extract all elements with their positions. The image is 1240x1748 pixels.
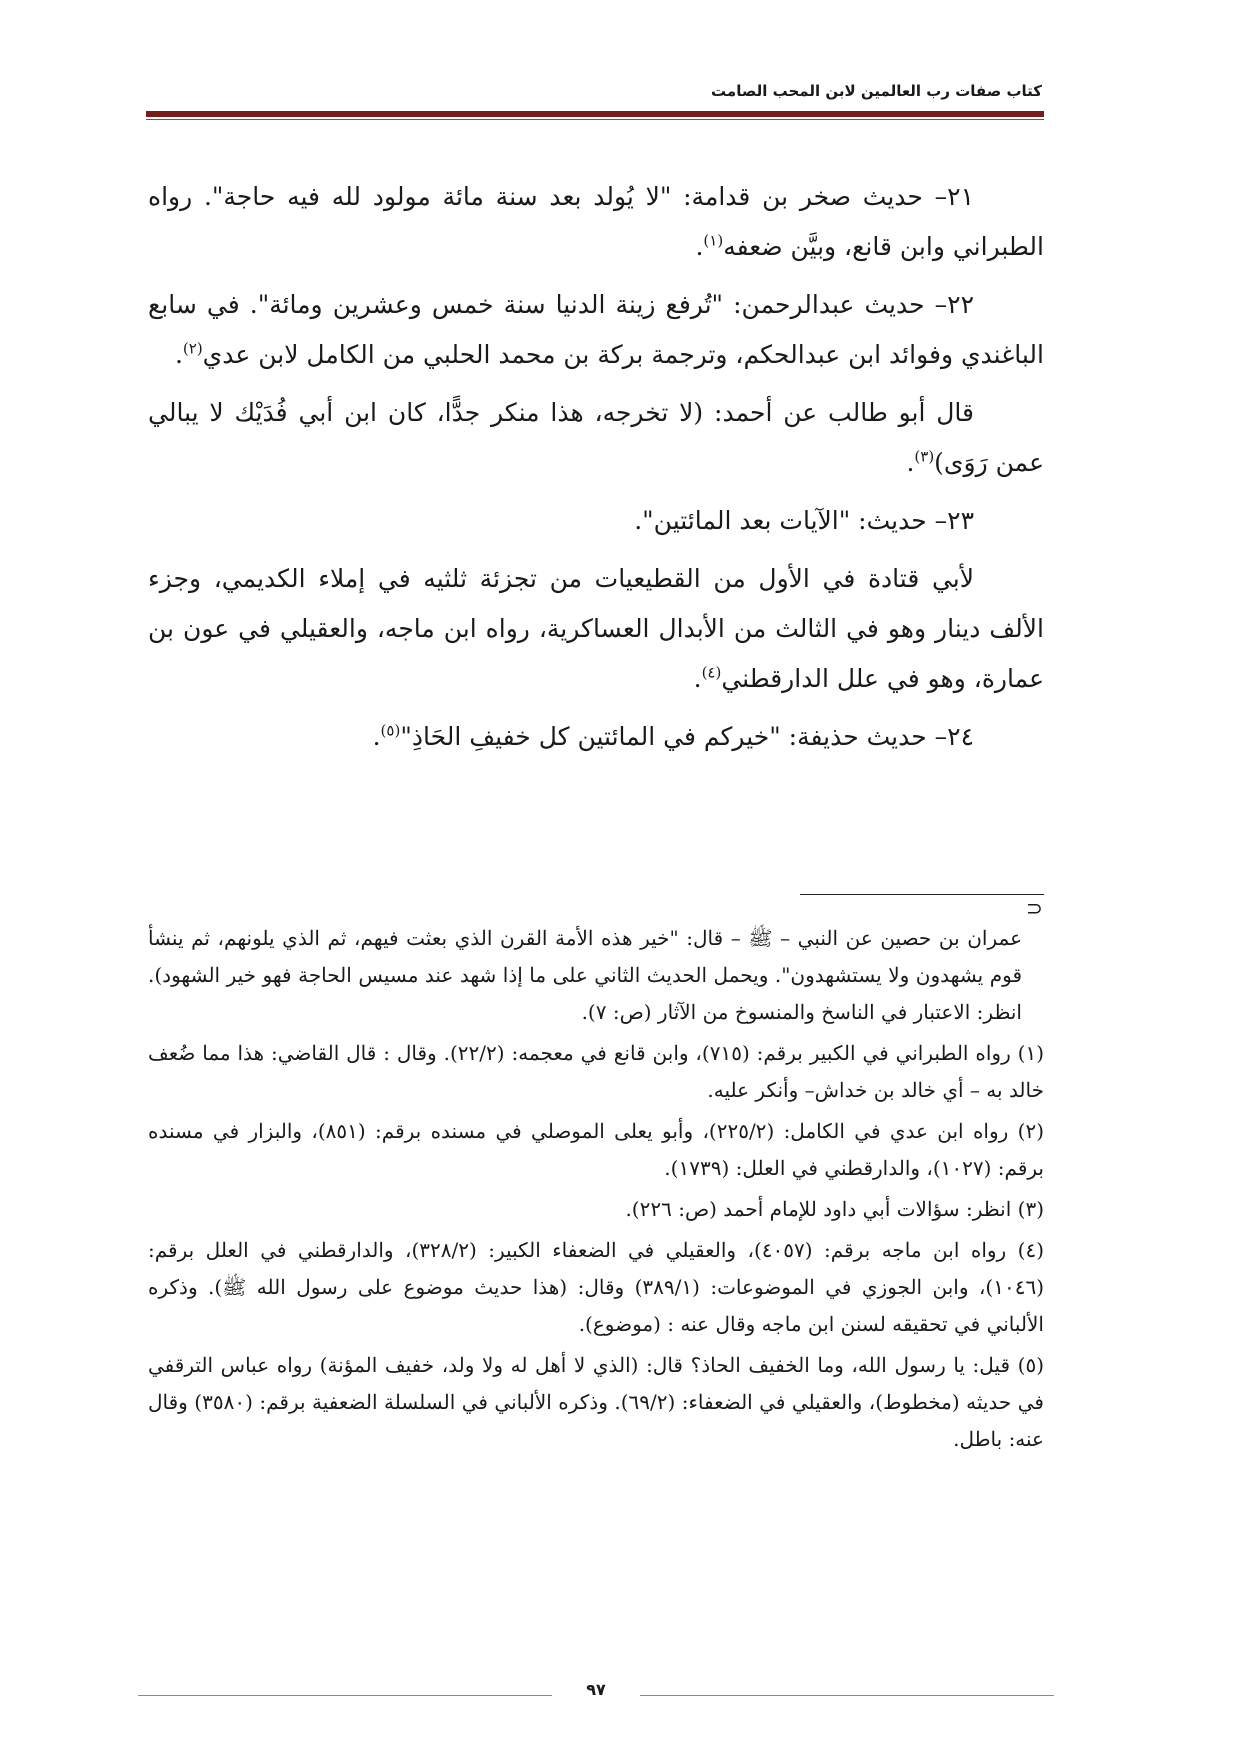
paragraph-end: . bbox=[695, 232, 704, 261]
paragraph-hadith-21 bbox=[148, 172, 1044, 272]
footer-rule-right bbox=[640, 1695, 1054, 1696]
footer-rule-left bbox=[138, 1695, 552, 1696]
footnote-separator bbox=[800, 894, 1044, 895]
main-text bbox=[148, 172, 1044, 770]
footnote-5: (٥) قيل: يا رسول الله، وما الخفيف الحاذ؟ قال: (الذي لا أهل له ولا ولد، خفيف المؤنة) رواه عباس الترقفي في حديثه (مخطوط)، والعقيلي في الضعفاء: (٦٩/٢). وذكره الألباني في السلسلة الضعفية برقم: (٣٥٨٠) وقال عنه: باطل. bbox=[148, 1353, 1044, 1451]
footnote-3: (٣) انظر: سؤالات أبي داود للإمام أحمد (ص: ٢٢٦). bbox=[625, 1197, 1044, 1221]
header-rule bbox=[146, 111, 1044, 117]
paragraph-text: ٢١– حديث صخر بن قدامة: "لا يُولد بعد سنة مائة مولود لله فيه حاجة". رواه الطبراني وابن قانع، وبيَّن ضعفه bbox=[148, 182, 1044, 261]
paragraph-text: ٢٢– حديث عبدالرحمن: "تُرفع زينة الدنيا سنة خمس وعشرين ومائة". في سابع الباغندي وفوائد ابن عبدالحكم، وترجمة بركة بن محمد الحلبي من الكامل لابن عدي bbox=[148, 290, 1044, 369]
paragraph-abu-qatada bbox=[148, 554, 1044, 704]
paragraph-abu-talib bbox=[148, 388, 1044, 488]
header-rule-thin bbox=[146, 119, 1044, 120]
footnote-continuation: عمران بن حصين عن النبي – ﷺ – قال: "خير هذه الأمة القرن الذي بعثت فيهم، ثم الذي يلونهم، ثم ينشأ قوم يشهدون ولا يستشهدون". ويحمل الحديث الثاني على ما إذا شهد عند مسيس الحاجة فهو خير الشهود). انظر: الاعتبار في الناسخ والمنسوخ من الآثار (ص: ٧). bbox=[148, 926, 1022, 1024]
footnotes-section bbox=[148, 920, 1044, 1462]
continuation-mark: ⊃ bbox=[1026, 896, 1043, 920]
footnote-4: (٤) رواه ابن ماجه برقم: (٤٠٥٧)، والعقيلي في الضعفاء الكبير: (٣٢٨/٢)، والدارقطني في العلل برقم: (١٠٤٦)، وابن الجوزي في الموضوعات: (٣٨٩/١) وقال: (هذا حديث موضوع على رسول الله ﷺ). وذكره الألباني في تحقيقه لسنن ابن ماجه وقال عنه : (موضوع). bbox=[148, 1238, 1045, 1336]
footnote-ref-1[interactable]: (١) bbox=[703, 231, 724, 250]
paragraph-text: ٢٤– حديث حذيفة: "خيركم في المائتين كل خفيفِ الحَاذِ" bbox=[400, 722, 974, 751]
footnote-ref-3[interactable]: (٣) bbox=[914, 447, 935, 466]
footnote-ref-2[interactable]: (٢) bbox=[182, 339, 203, 358]
paragraph-end: . bbox=[906, 448, 915, 477]
paragraph-text: لأبي قتادة في الأول من القطيعيات من تجزئة ثلثيه في إملاء الكديمي، وجزء الألف دينار وهو في الثالث من الأبدال العساكرية، رواه ابن ماجه، والعقيلي في عون بن عمارة، وهو في علل الدارقطني bbox=[148, 564, 1044, 693]
paragraph-end: . bbox=[372, 722, 381, 751]
footnote-2: (٢) رواه ابن عدي في الكامل: (٢٢٥/٢)، وأبو يعلى الموصلي في مسنده برقم: (٨٥١)، والبزار في مسنده برقم: (١٠٢٧)، والدارقطني في العلل: (١٧٣٩). bbox=[148, 1119, 1044, 1180]
page-number: ٩٧ bbox=[586, 1680, 606, 1699]
paragraph-hadith-23 bbox=[148, 496, 1044, 546]
footnote-ref-4[interactable]: (٤) bbox=[701, 663, 722, 682]
paragraph-hadith-24 bbox=[148, 712, 1044, 762]
paragraph-text: ٢٣– حديث: "الآيات بعد المائتين". bbox=[634, 506, 974, 535]
paragraph-hadith-22 bbox=[148, 280, 1044, 380]
paragraph-text: قال أبو طالب عن أحمد: (لا تخرجه، هذا منكر جدًّا، كان ابن أبي فُدَيْك لا يبالي عمن رَوَى) bbox=[148, 398, 1044, 477]
footnote-ref-5[interactable]: (٥) bbox=[380, 721, 401, 740]
running-header-title: كتاب صفات رب العالمين لابن المحب الصامت bbox=[711, 82, 1042, 100]
paragraph-end: . bbox=[693, 664, 702, 693]
paragraph-end: . bbox=[174, 340, 183, 369]
footnote-1: (١) رواه الطبراني في الكبير برقم: (٧١٥)، وابن قانع في معجمه: (٢٢/٢). وقال : قال القاضي: هذا مما ضُعف خالد به – أي خالد بن خداش– وأنكر عليه. bbox=[148, 1041, 1045, 1102]
